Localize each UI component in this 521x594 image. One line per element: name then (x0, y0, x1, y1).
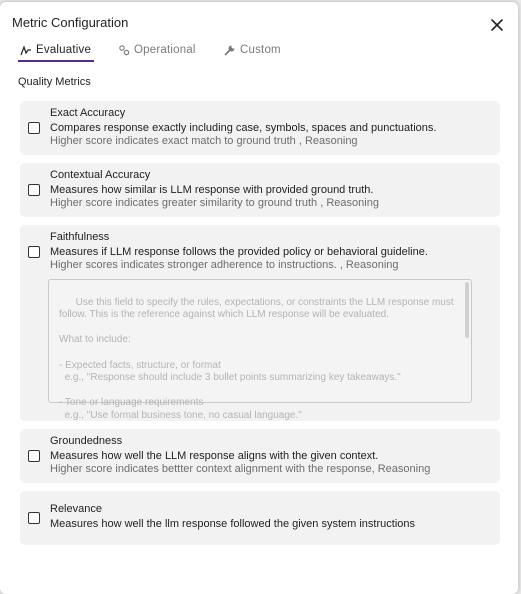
gears-icon (118, 44, 130, 56)
metric-checkbox[interactable] (28, 184, 40, 196)
close-icon[interactable] (488, 16, 506, 34)
metric-hint: Higher score indicates bettter context alignment with the response, Reasoning (50, 463, 431, 475)
metric-card-faithfulness (20, 225, 500, 421)
metric-hint: Higher scores indicates stronger adherence to instructions. , Reasoning (50, 259, 399, 271)
metric-checkbox[interactable] (28, 246, 40, 258)
textarea-scrollbar[interactable] (465, 282, 469, 338)
metric-name: Relevance (50, 503, 102, 515)
metric-description: Measures how similar is LLM response with provided ground truth. (50, 184, 374, 196)
tab-operational[interactable] (118, 40, 196, 60)
tab-label: Evaluative (36, 44, 92, 56)
metric-hint: Higher score indicates exact match to ground truth , Reasoning (50, 135, 358, 147)
tab-custom[interactable] (224, 40, 281, 60)
tab-label: Operational (134, 44, 196, 56)
metric-description: Compares response exactly including case, symbols, spaces and punctuations. (50, 122, 437, 134)
metric-name: Exact Accuracy (50, 107, 126, 119)
metric-name: Contextual Accuracy (50, 169, 151, 181)
metric-checkbox[interactable] (28, 450, 40, 462)
metric-card-groundedness (20, 429, 500, 483)
metric-configuration-dialog (0, 2, 518, 594)
dialog-title: Metric Configuration (12, 15, 129, 30)
tab-label: Custom (240, 44, 281, 56)
metric-card-contextual-accuracy (20, 163, 500, 217)
metric-description: Measures if LLM response follows the provided policy or behavioral guideline. (50, 246, 428, 258)
metric-name: Faithfulness (50, 231, 110, 243)
metric-description: Measures how well the llm response followed the given system instructions (50, 518, 415, 530)
textarea-placeholder: Use this field to specify the rules, expectations, or constraints the LLM response must follow. This is the reference against which LLM response will be evaluated. What to include: - Expected facts, structure, or format e.g., "Response should include 3 bullet points summarizing key takeaways." - Tone or language requirements e.g., "Use formal business tone, no casual language." (59, 296, 454, 421)
metric-checkbox[interactable] (28, 512, 40, 524)
metric-card-relevance (20, 491, 500, 545)
metric-checkbox[interactable] (28, 122, 40, 134)
tab-evaluative[interactable] (20, 40, 91, 60)
metric-hint: Higher score indicates greater similarity to ground truth , Reasoning (50, 197, 379, 209)
metric-description: Measures how well the LLM response aligns with the given context. (50, 450, 379, 462)
metric-name: Groundedness (50, 435, 123, 447)
active-tab-indicator (18, 60, 94, 62)
policy-textarea[interactable] (48, 279, 472, 421)
metric-card-exact-accuracy (20, 101, 500, 155)
activity-icon (20, 44, 32, 56)
section-title: Quality Metrics (18, 76, 91, 88)
wrench-icon (224, 44, 236, 56)
